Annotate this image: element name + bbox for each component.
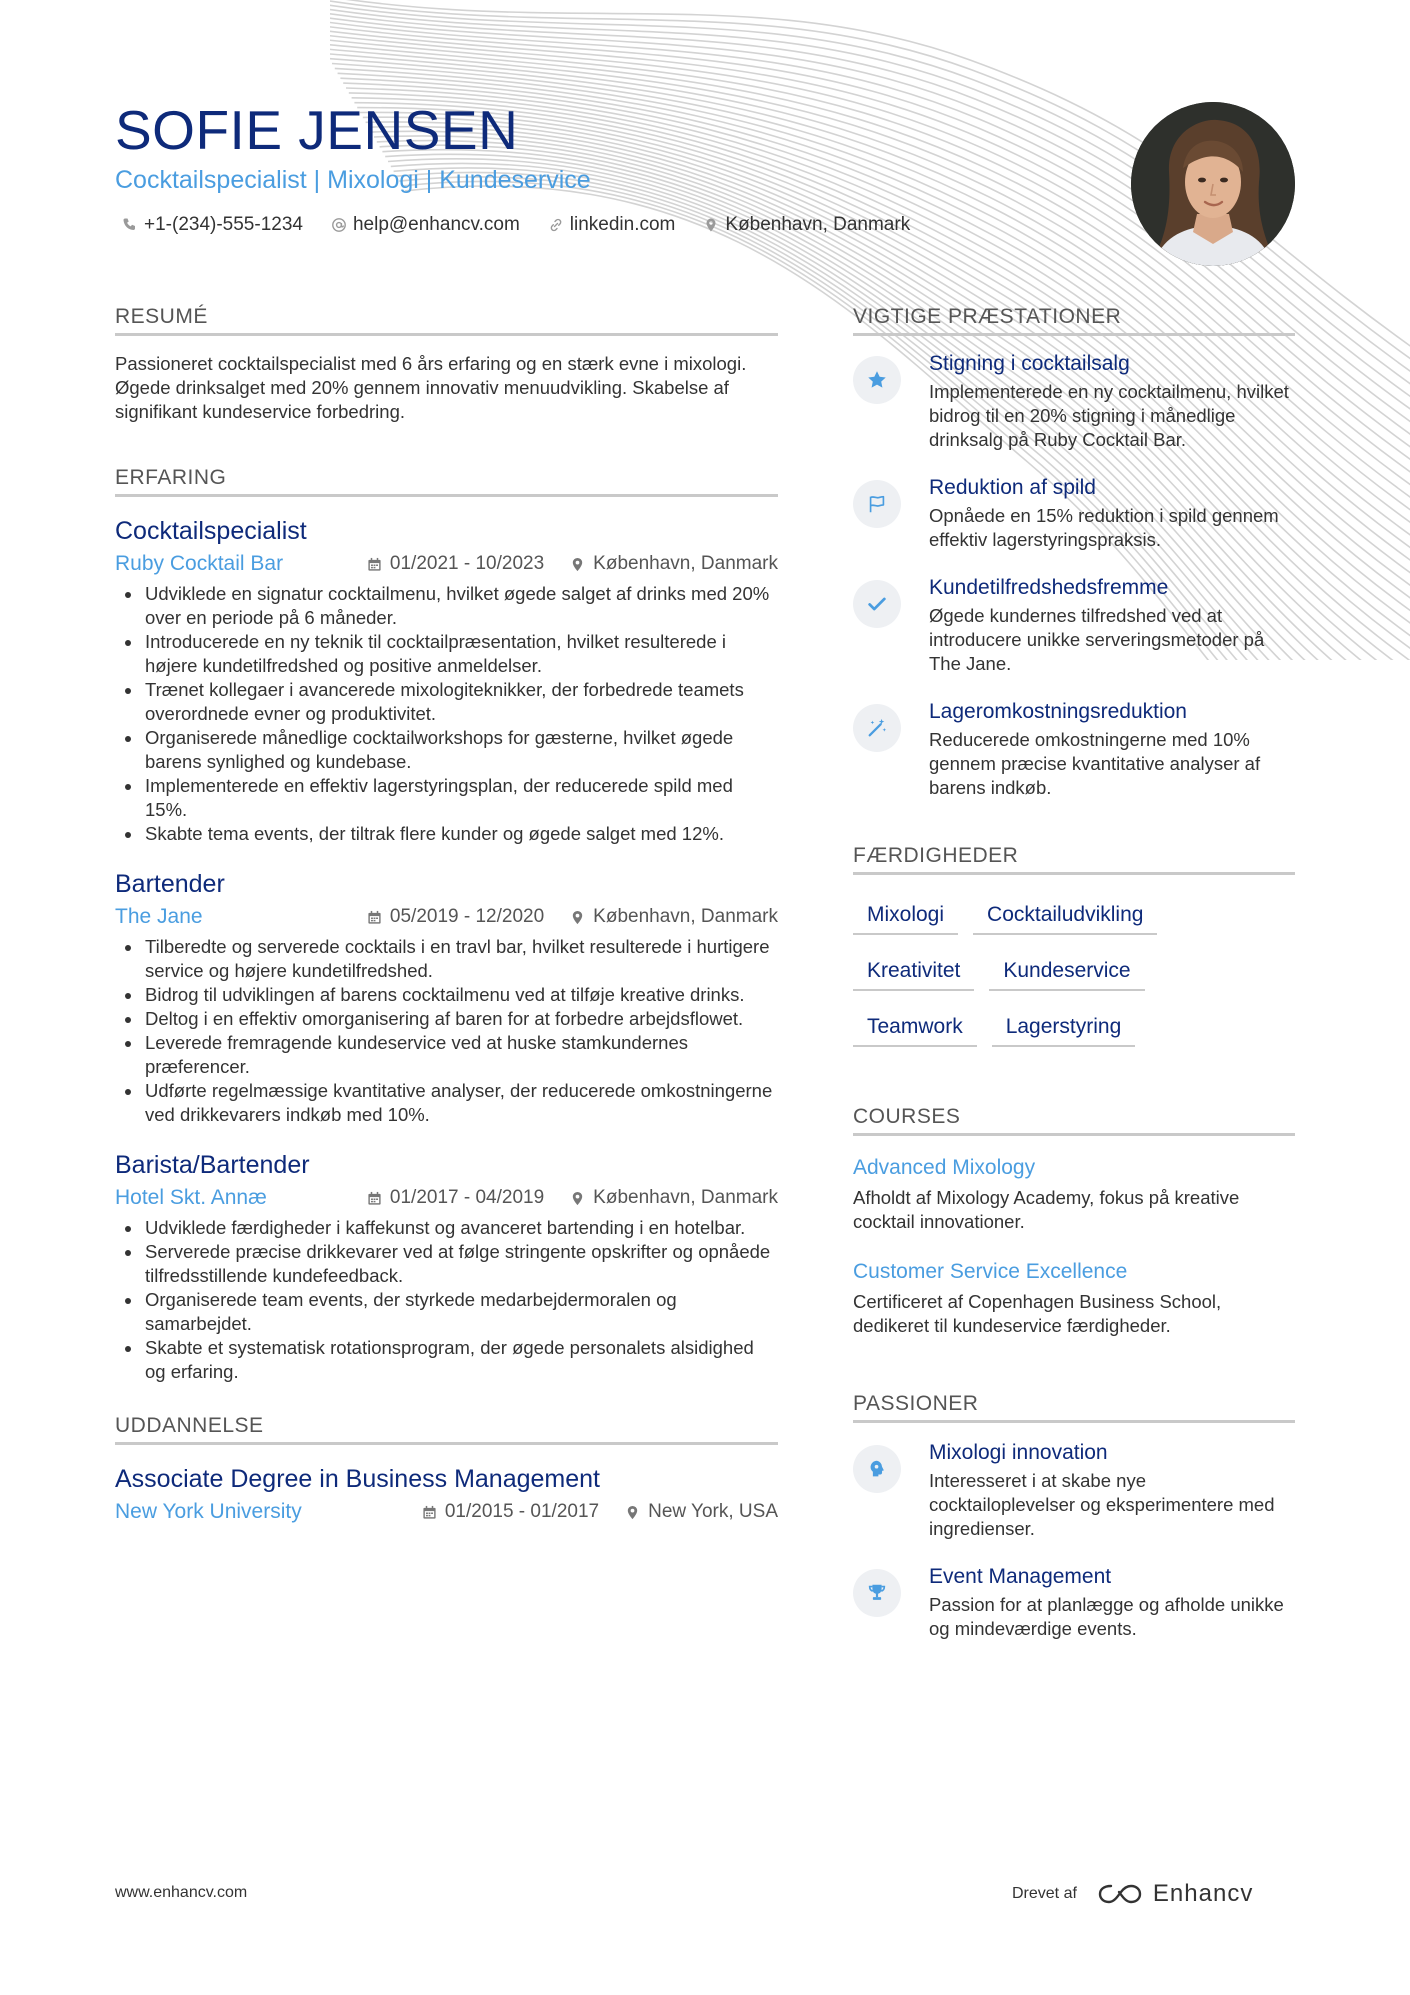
skills-list: [853, 887, 1295, 1055]
brain-icon: [866, 1458, 888, 1480]
item-body: [929, 700, 1295, 800]
skill-tag: Lagerstyring: [992, 1007, 1136, 1047]
icon-badge: [853, 1445, 901, 1493]
location-text: København, Danmark: [725, 214, 911, 235]
job-bullet: • Udviklede færdigheder i kaffekunst og avanceret bartending i en hotelbar.: [143, 1216, 778, 1240]
left-column: [115, 305, 778, 1524]
job-bullet: • Organiserede team events, der styrkede medarbejdermoralen og samarbejdet.: [143, 1288, 778, 1336]
job-entry: [115, 1151, 778, 1384]
footer-branding: [1012, 1880, 1253, 1908]
item-description: Passion for at planlægge og afholde unikke og mindeværdige events.: [929, 1594, 1284, 1639]
flag-icon: [866, 493, 888, 515]
item-body: [929, 1441, 1295, 1541]
icon-badge: [853, 356, 901, 404]
course-description: Certificeret af Copenhagen Business School, dedikeret til kundeservice færdigheder.: [853, 1291, 1222, 1336]
education-location-text: New York, USA: [648, 1501, 778, 1522]
item-title: Event Management: [929, 1565, 1112, 1588]
linkedin-text: linkedin.com: [569, 214, 676, 235]
job-location: [570, 1187, 778, 1209]
item-title: Stigning i cocktailsalg: [929, 352, 1130, 375]
profile-photo: [1131, 102, 1295, 266]
education-entry: [115, 1465, 778, 1524]
job-bullet: • Organiserede månedlige cocktailworkshops for gæsterne, hvilket øgede barens synlighed og kundebase.: [143, 726, 778, 774]
job-bullet: • Implementerede en effektiv lagerstyringsplan, der reducerede spild med 15%.: [143, 774, 778, 822]
link-icon: [548, 217, 564, 233]
job-bullet: • Leverede fremragende kundeservice ved at huske stamkundernes præferencer.: [143, 1031, 778, 1079]
icon-badge: [853, 580, 901, 628]
job-meta: [115, 552, 778, 576]
calendar-icon: [367, 910, 382, 925]
job-location-text: København, Danmark: [593, 553, 778, 574]
job-bullets: [115, 582, 778, 846]
location-pin-icon: [570, 557, 585, 572]
item-title: Kundetilfredshedsfremme: [929, 576, 1169, 599]
email-text: help@enhancv.com: [352, 214, 520, 235]
job-dates-text: 01/2017 - 04/2019: [389, 1187, 545, 1208]
job-bullet: • Skabte tema events, der tiltrak flere kunder og øgede salget med 12%.: [143, 822, 778, 846]
school-name: New York University: [115, 1500, 302, 1523]
item-description: Opnåede en 15% reduktion i spild gennem effektiv lagerstyringspraksis.: [929, 505, 1279, 550]
company-name: The Jane: [115, 905, 203, 928]
calendar-icon: [367, 1191, 382, 1206]
powered-by-label: Drevet af: [1012, 1885, 1077, 1902]
job-dates-text: 05/2019 - 12/2020: [389, 906, 545, 927]
company-name: Ruby Cocktail Bar: [115, 552, 284, 575]
achievement-item: [853, 476, 1295, 552]
job-title: Bartender: [115, 870, 225, 898]
experience-list: [115, 517, 778, 1384]
job-bullet: • Udviklede en signatur cocktailmenu, hvilket øgede salget af drinks med 20% over en periode på 6 måneder.: [143, 582, 778, 630]
candidate-tagline: Cocktailspecialist | Mixologi | Kundeservice: [115, 166, 591, 194]
job-entry: [115, 870, 778, 1127]
job-bullet: • Trænet kollegaer i avancerede mixologiteknikker, der forbedrede teamets overordnede evner og produktivitet.: [143, 678, 778, 726]
job-bullet: • Udførte regelmæssige kvantitative analyser, der reducerede omkostningerne ved drikkevarers indkøb med 10%.: [143, 1079, 778, 1127]
icon-badge: [853, 480, 901, 528]
education-section-title: UDDANNELSE: [115, 1414, 778, 1445]
job-entry: [115, 517, 778, 846]
job-location: [570, 553, 778, 575]
item-body: [929, 476, 1295, 552]
star-icon: [866, 369, 888, 391]
achievement-item: [853, 576, 1295, 676]
education-meta: [115, 1500, 778, 1524]
education-dates-text: 01/2015 - 01/2017: [444, 1501, 600, 1522]
check-icon: [866, 593, 888, 615]
course-title[interactable]: Advanced Mixology: [853, 1156, 1036, 1179]
item-body: [929, 352, 1295, 452]
job-dates: [367, 906, 544, 928]
passions-section-title: PASSIONER: [853, 1392, 1295, 1423]
courses-list: [853, 1156, 1295, 1338]
job-bullets: [115, 935, 778, 1127]
job-meta: [115, 905, 778, 929]
calendar-icon: [367, 557, 382, 572]
at-icon: [331, 217, 347, 233]
item-description: Interesseret i at skabe nye cocktailoplevelser og eksperimentere med ingredienser.: [929, 1470, 1275, 1539]
item-description: Reducerede omkostningerne med 10% gennem præcise kvantitative analyser af barens indkøb.: [929, 729, 1261, 798]
summary-text: Passioneret cocktailspecialist med 6 års erfaring og en stærk evne i mixologi. Øgede drinksalget med 20% gennem innovativ menuudvikling. Skabelse af signifikant kundeservice forbedring.: [115, 353, 747, 422]
job-bullet: • Serverede præcise drikkevarer ved at følge stringente opskrifter og opnåede tilfredsstillende kundefeedback.: [143, 1240, 778, 1288]
achievements-section-title: VIGTIGE PRÆSTATIONER: [853, 305, 1295, 336]
calendar-icon: [422, 1505, 437, 1520]
brand-name: Enhancv: [1152, 1880, 1254, 1907]
skill-tag: Kreativitet: [853, 951, 974, 991]
item-title: Mixologi innovation: [929, 1441, 1108, 1464]
contact-location: [703, 214, 910, 236]
item-title: Reduktion af spild: [929, 476, 1096, 499]
item-description: Implementerede en ny cocktailmenu, hvilket bidrog til en 20% stigning i månedlige drinksalg på Ruby Cocktail Bar.: [929, 381, 1289, 450]
skill-tag: Cocktailudvikling: [973, 895, 1157, 935]
achievement-item: [853, 1565, 1295, 1641]
item-body: [929, 576, 1295, 676]
course-entry: [853, 1156, 1295, 1234]
contact-bar: [122, 214, 910, 236]
job-bullet: • Deltog i en effektiv omorganisering af baren for at forbedre arbejdsflowet.: [143, 1007, 778, 1031]
contact-phone[interactable]: [122, 214, 303, 236]
skill-tag: Kundeservice: [989, 951, 1144, 991]
location-pin-icon: [625, 1505, 640, 1520]
job-bullets: [115, 1216, 778, 1384]
job-bullet: • Skabte et systematisk rotationsprogram, der øgede personalets alsidighed og erfaring.: [143, 1336, 778, 1384]
item-description: Øgede kundernes tilfredshed ved at introducere unikke serveringsmetoder på The Jane.: [929, 605, 1265, 674]
job-dates-text: 01/2021 - 10/2023: [389, 553, 545, 574]
wand-icon: [866, 717, 888, 739]
enhancv-logo-icon: [1097, 1882, 1143, 1906]
achievement-item: [853, 1441, 1295, 1541]
skill-tag: Mixologi: [853, 895, 958, 935]
skill-tag: Teamwork: [853, 1007, 977, 1047]
courses-section-title: COURSES: [853, 1105, 1295, 1136]
location-pin-icon: [570, 910, 585, 925]
job-bullet: • Bidrog til udviklingen af barens cocktailmenu ved at tilføje kreative drinks.: [143, 983, 778, 1007]
skills-section-title: FÆRDIGHEDER: [853, 844, 1295, 875]
item-title: Lageromkostningsreduktion: [929, 700, 1187, 723]
achievements-list: [853, 352, 1295, 800]
right-column: [853, 305, 1295, 1641]
job-dates: [367, 1187, 544, 1209]
course-title[interactable]: Customer Service Excellence: [853, 1260, 1128, 1283]
achievement-item: [853, 700, 1295, 800]
job-location: [570, 906, 778, 928]
experience-section-title: ERFARING: [115, 466, 778, 497]
contact-linkedin[interactable]: [548, 214, 676, 236]
course-entry: [853, 1260, 1295, 1338]
achievement-item: [853, 352, 1295, 452]
passions-list: [853, 1441, 1295, 1641]
education-dates: [422, 1501, 599, 1523]
job-title: Barista/Bartender: [115, 1151, 310, 1179]
job-location-text: København, Danmark: [593, 906, 778, 927]
location-pin-icon: [570, 1191, 585, 1206]
degree-title: Associate Degree in Business Management: [115, 1465, 600, 1493]
location-pin-icon: [703, 217, 719, 233]
icon-badge: [853, 704, 901, 752]
contact-email[interactable]: [331, 214, 520, 236]
phone-icon: [122, 217, 138, 233]
trophy-icon: [866, 1582, 888, 1604]
footer-website[interactable]: www.enhancv.com: [115, 1884, 248, 1901]
job-bullet: • Tilberedte og serverede cocktails i en travl bar, hvilket resulterede i hurtigere service og højere kundetilfredshed.: [143, 935, 778, 983]
job-bullet: • Introducerede en ny teknik til cocktailpræsentation, hvilket resulterede i højere kundetilfredshed og positive anmeldelser.: [143, 630, 778, 678]
job-title: Cocktailspecialist: [115, 517, 307, 545]
brand-logo[interactable]: [1097, 1880, 1253, 1908]
job-dates: [367, 553, 544, 575]
candidate-name: SOFIE JENSEN: [115, 99, 519, 161]
portrait-illustration: [1131, 102, 1295, 266]
summary-section-title: RESUMÉ: [115, 305, 778, 336]
icon-badge: [853, 1569, 901, 1617]
phone-text: +1-(234)-555-1234: [144, 214, 303, 235]
job-meta: [115, 1186, 778, 1210]
course-description: Afholdt af Mixology Academy, fokus på kreative cocktail innovationer.: [853, 1187, 1240, 1232]
company-name: Hotel Skt. Annæ: [115, 1186, 267, 1209]
job-location-text: København, Danmark: [593, 1187, 778, 1208]
education-location: [625, 1501, 778, 1523]
item-body: [929, 1565, 1295, 1641]
